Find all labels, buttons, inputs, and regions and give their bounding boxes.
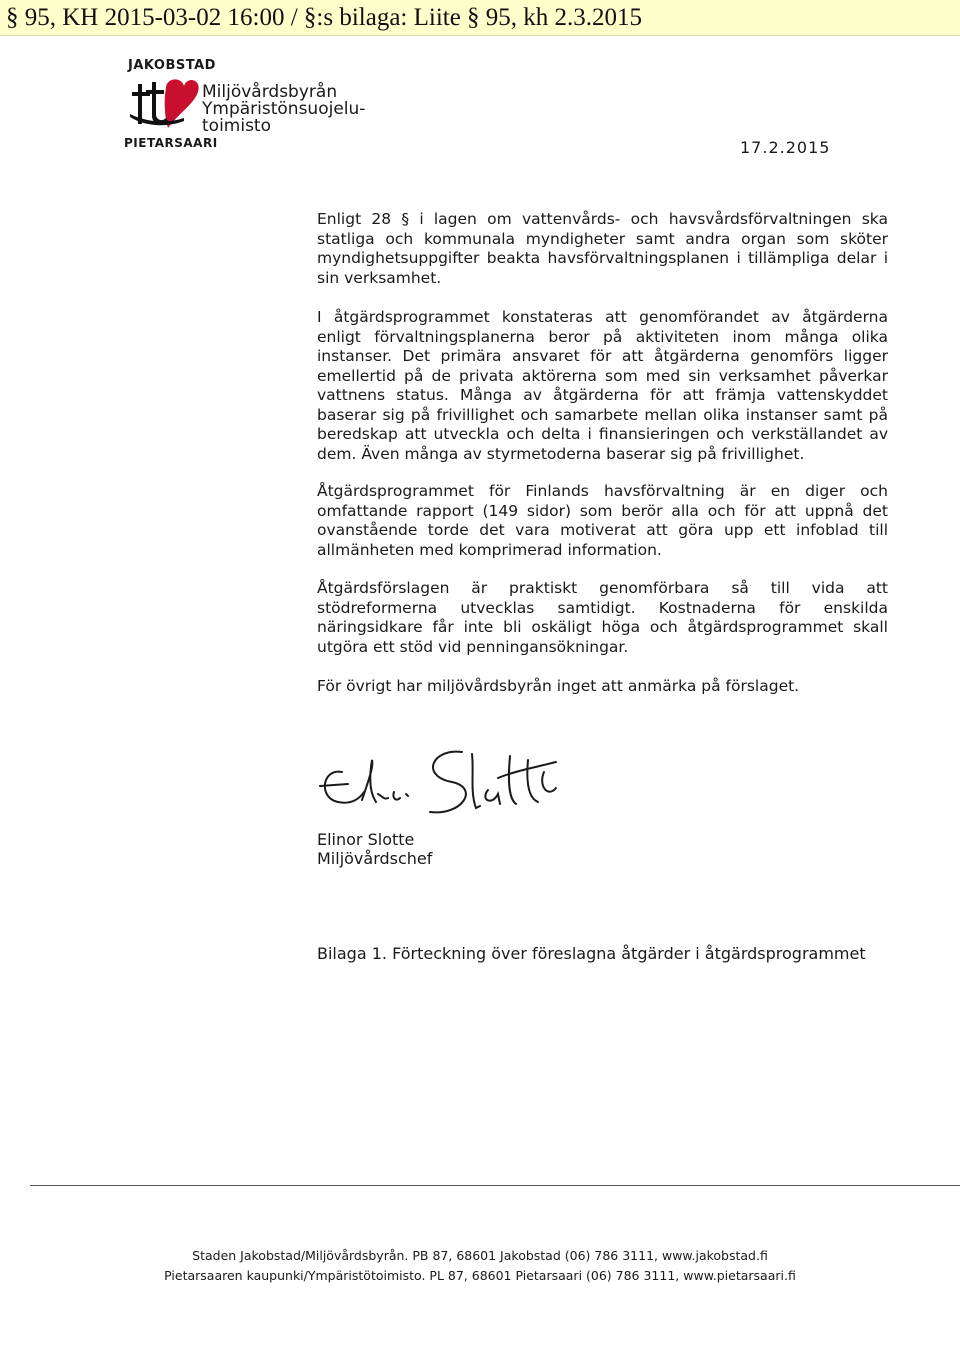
document-banner: § 95, KH 2015-03-02 16:00 / §:s bilaga: Liite § 95, kh 2.3.2015 [0, 0, 960, 36]
footer-address-finnish: Pietarsaaren kaupunki/Ympäristötoimisto. PL 87, 68601 Pietarsaari (06) 786 3111, www.pietarsaari.fi [164, 1268, 796, 1283]
paragraph-report: Åtgärdsprogrammet för Finlands havsförvaltning är en diger och omfattande rapport (149 sidor) som berör alla och för att uppnå det ovanstående torde det vara motiverat att göra upp ett infoblad till allmänheten med komprimerad information. [317, 482, 888, 559]
signer-title: Miljövårdschef [317, 849, 433, 868]
city-name-finnish: PIETARSAARI [124, 136, 218, 150]
handwritten-signature [312, 742, 562, 827]
footer-address-swedish: Staden Jakobstad/Miljövårdsbyrån. PB 87, 68601 Jakobstad (06) 786 3111, www.jakobstad.fi [192, 1248, 768, 1263]
letter-date: 17.2.2015 [740, 138, 831, 157]
signer-name: Elinor Slotte [317, 830, 415, 849]
office-name [202, 84, 365, 135]
attachment-note: Bilaga 1. Förteckning över föreslagna åtgärder i åtgärdsprogrammet [317, 944, 866, 963]
city-name-swedish: JAKOBSTAD [128, 58, 216, 73]
signer-block [317, 830, 432, 868]
footer-divider [30, 1185, 960, 1186]
office-name-swedish: Miljövårdsbyrån [202, 82, 338, 102]
paragraph-conclusion: För övrigt har miljövårdsbyrån inget att anmärka på förslaget. [317, 677, 800, 695]
office-name-finnish-line2: toimisto [202, 116, 271, 136]
paragraph-responsibility: I åtgärdsprogrammet konstateras att genomförandet av åtgärderna enligt förvaltningsplanerna beror på aktiviteten inom många olika instanser. Det primära ansvaret för att åtgärderna genomförs ligger emellertid på de privata aktörerna som med sin verksamhet påverkar vattnens status. Många av åtgärderna för att främja vattenskyddet baserar sig på frivillighet och samarbete mellan olika instanser samt på beredskap att utveckla och delta i finansieringen och verkställandet av dem. Även många av styrmetoderna baserar sig på frivillighet. [317, 308, 888, 463]
city-emblem-icon [126, 74, 202, 136]
paragraph-proposals: Åtgärdsförslagen är praktiskt genomförbara så till vida att stödreformerna utvecklas samtidigt. Kostnaderna för enskilda näringsidkare får inte bli oskäligt höga och åtgärdsprogrammet skall utgöra ett stöd vid penningansökningar. [317, 579, 888, 656]
office-name-finnish-line1: Ympäristönsuojelu- [202, 99, 366, 119]
paragraph-legal-basis: Enligt 28 § i lagen om vattenvårds- och havsvårdsförvaltningen ska statliga och kommunala myndigheter samt andra organ som sköter myndighetsuppgifter beakta havsförvaltningsplanen i tillämpliga delar i sin verksamhet. [317, 210, 888, 287]
